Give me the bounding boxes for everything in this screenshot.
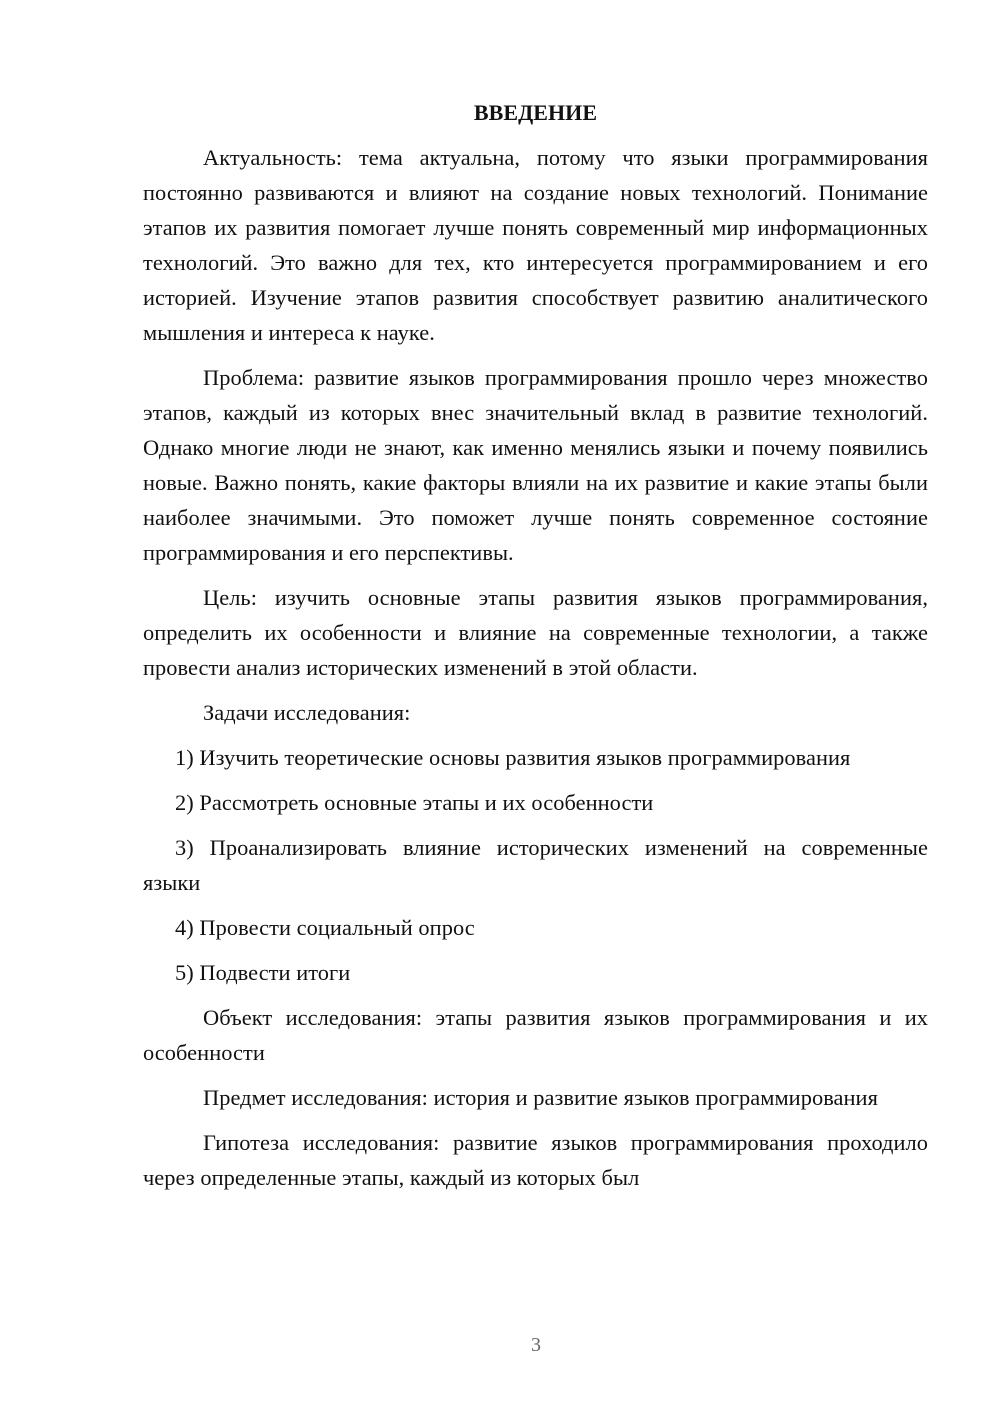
paragraph-hypothesis: Гипотеза исследования: развитие языков программирования проходило через определенные этапы, каждый из которых был xyxy=(143,1130,928,1190)
task-item-2: 2) Рассмотреть основные этапы и их особенности xyxy=(175,790,654,815)
task-item-1: 1) Изучить теоретические основы развития языков программирования xyxy=(175,745,851,770)
paragraph-tasks-heading: Задачи исследования: xyxy=(203,700,411,725)
paragraph-problem: Проблема: развитие языков программирования прошло через множество этапов, каждый из которых внес значительный вклад в развитие технологий. Однако многие люди не знают, как именно менялись языки и почему появились новые. Важно понять, какие факторы влияли на их развитие и какие этапы были наиболее значимыми. Это поможет лучше понять современное состояние программирования и его перспективы. xyxy=(143,365,928,565)
page-number: 3 xyxy=(531,1334,541,1356)
paragraph-subject: Предмет исследования: история и развитие языков программирования xyxy=(203,1085,878,1110)
task-item-3: 3) Проанализировать влияние исторических изменений на современные языки xyxy=(143,835,928,895)
paragraph-relevance: Актуальность: тема актуальна, потому что языки программирования постоянно развиваются и влияют на создание новых технологий. Понимание этапов их развития помогает лучше понять современный мир информационных технологий. Это важно для тех, кто интересуется программированием и его историей. Изучение этапов развития способствует развитию аналитического мышления и интереса к науке. xyxy=(143,145,928,345)
paragraph-goal: Цель: изучить основные этапы развития языков программирования, определить их особенности и влияние на современные технологии, а также провести анализ исторических изменений в этой области. xyxy=(143,585,928,680)
page-content xyxy=(143,95,928,1195)
task-item-5: 5) Подвести итоги xyxy=(175,960,351,985)
paragraph-object: Объект исследования: этапы развития языков программирования и их особенности xyxy=(143,1005,928,1065)
task-item-4: 4) Провести социальный опрос xyxy=(175,915,475,940)
page-title: ВВЕДЕНИЕ xyxy=(473,100,598,125)
